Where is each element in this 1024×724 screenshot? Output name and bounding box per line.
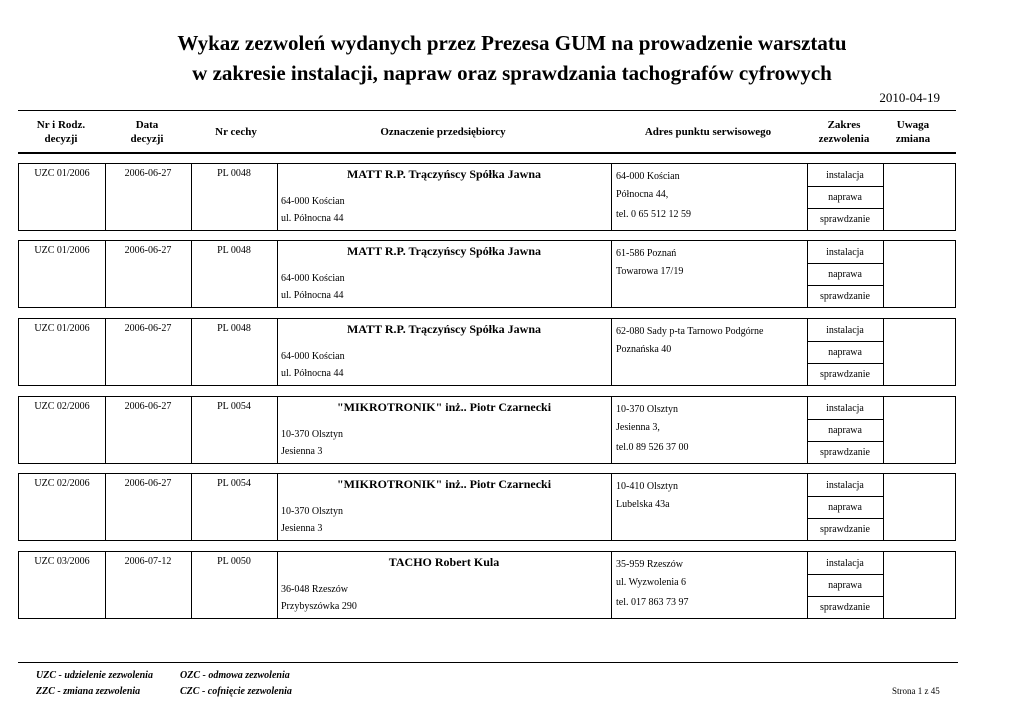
scope-naprawa: naprawa — [807, 341, 883, 364]
service-address-city: 10-410 Olsztyn — [616, 481, 678, 492]
decision-date: 2006-06-27 — [124, 401, 172, 412]
company-name: "MIKROTRONIK" inż.. Piotr Czarnecki — [336, 477, 552, 491]
document-date: 2010-04-19 — [879, 90, 940, 105]
decision-number: UZC 03/2006 — [34, 556, 90, 567]
company-name: TACHO Robert Kula — [388, 555, 500, 569]
page-number: Strona 1 z 45 — [892, 686, 940, 696]
company-name: MATT R.P. Trączyńscy Spółka Jawna — [346, 167, 542, 181]
footer-rule — [18, 662, 958, 663]
legend-zzc: ZZC - zmiana zezwolenia — [36, 686, 141, 697]
scope-sprawdzanie: sprawdzanie — [820, 523, 870, 535]
decision-date: 2006-07-12 — [124, 556, 172, 567]
decision-date: 2006-06-27 — [124, 245, 172, 256]
scope-instalacja: instalacja — [807, 319, 883, 342]
service-address-street: ul. Wyzwolenia 6 — [616, 577, 687, 588]
scope-sprawdzanie: sprawdzanie — [820, 213, 870, 225]
service-address-city: 62-080 Sady p-ta Tarnowo Podgórne — [616, 326, 764, 337]
header-top-rule — [18, 110, 956, 111]
service-address-city: 61-586 Poznań — [616, 248, 677, 259]
column-header-zakres: Zakres zezwolenia — [818, 119, 870, 145]
service-address-street: Towarowa 17/19 — [616, 266, 684, 277]
service-address-street: Północna 44, — [616, 189, 669, 200]
scope-instalacja: instalacja — [807, 241, 883, 264]
scope-naprawa: naprawa — [807, 496, 883, 519]
scope-naprawa: naprawa — [807, 574, 883, 597]
document-title-line2: w zakresie instalacji, napraw oraz sprawdzania tachografów cyfrowych — [192, 61, 832, 85]
company-name: MATT R.P. Trączyńscy Spółka Jawna — [346, 322, 542, 336]
mark-number: PL 0054 — [217, 478, 251, 489]
service-address-street: Lubelska 43a — [616, 499, 670, 510]
decision-date: 2006-06-27 — [124, 478, 172, 489]
record-row — [18, 396, 956, 464]
scope-sprawdzanie: sprawdzanie — [820, 290, 870, 302]
service-address-city: 35-959 Rzeszów — [616, 559, 683, 570]
service-address-phone: tel.0 89 526 37 00 — [616, 442, 689, 453]
scope-naprawa: naprawa — [807, 263, 883, 286]
scope-sprawdzanie: sprawdzanie — [820, 446, 870, 458]
scope-instalacja: instalacja — [807, 164, 883, 187]
decision-number: UZC 01/2006 — [34, 245, 90, 256]
company-address-city: 10-370 Olsztyn — [281, 506, 343, 517]
decision-number: UZC 02/2006 — [34, 478, 90, 489]
company-address-city: 64-000 Kościan — [281, 196, 345, 207]
legend-czc: CZC - cofnięcie zezwolenia — [180, 686, 292, 697]
legend-uzc: UZC - udzielenie zezwolenia — [36, 670, 153, 681]
company-address-street: Jesienna 3 — [281, 446, 323, 457]
service-address-phone: tel. 0 65 512 12 59 — [616, 209, 691, 220]
company-address-street: ul. Północna 44 — [281, 213, 344, 224]
document-title-line1: Wykaz zezwoleń wydanych przez Prezesa GUM na prowadzenie warsztatu — [177, 31, 847, 55]
column-header-nr: Nr i Rodz. decyzji — [36, 119, 86, 145]
company-name: MATT R.P. Trączyńscy Spółka Jawna — [346, 244, 542, 258]
company-address-city: 64-000 Kościan — [281, 351, 345, 362]
record-row — [18, 318, 956, 386]
service-address-city: 10-370 Olsztyn — [616, 404, 678, 415]
company-name: "MIKROTRONIK" inż.. Piotr Czarnecki — [336, 400, 552, 414]
mark-number: PL 0048 — [217, 323, 251, 334]
column-header-uwaga: Uwaga zmiana — [895, 119, 931, 145]
scope-naprawa: naprawa — [807, 419, 883, 442]
company-address-city: 10-370 Olsztyn — [281, 429, 343, 440]
scope-instalacja: instalacja — [807, 474, 883, 497]
mark-number: PL 0054 — [217, 401, 251, 412]
mark-number: PL 0048 — [217, 245, 251, 256]
column-header-adres: Adres punktu serwisowego — [644, 126, 772, 138]
service-address-phone: tel. 017 863 73 97 — [616, 597, 689, 608]
service-address-street: Jesienna 3, — [616, 422, 660, 433]
record-row — [18, 163, 956, 231]
column-header-date: Data decyzji — [130, 119, 164, 145]
legend-ozc: OZC - odmowa zezwolenia — [180, 670, 290, 681]
column-header-przedsiebiorca: Oznaczenie przedsiębiorcy — [380, 126, 506, 138]
service-address-street: Poznańska 40 — [616, 344, 672, 355]
company-address-street: Jesienna 3 — [281, 523, 323, 534]
mark-number: PL 0048 — [217, 168, 251, 179]
company-address-street: ul. Północna 44 — [281, 290, 344, 301]
decision-number: UZC 02/2006 — [34, 401, 90, 412]
company-address-city: 36-048 Rzeszów — [281, 584, 348, 595]
mark-number: PL 0050 — [217, 556, 251, 567]
record-row — [18, 473, 956, 541]
column-header-cecha: Nr cechy — [215, 126, 257, 138]
decision-number: UZC 01/2006 — [34, 168, 90, 179]
decision-date: 2006-06-27 — [124, 323, 172, 334]
decision-number: UZC 01/2006 — [34, 323, 90, 334]
scope-instalacja: instalacja — [807, 397, 883, 420]
scope-sprawdzanie: sprawdzanie — [820, 368, 870, 380]
scope-instalacja: instalacja — [807, 552, 883, 575]
company-address-street: Przybyszówka 290 — [281, 601, 357, 612]
record-row — [18, 240, 956, 308]
company-address-city: 64-000 Kościan — [281, 273, 345, 284]
service-address-city: 64-000 Kościan — [616, 171, 680, 182]
decision-date: 2006-06-27 — [124, 168, 172, 179]
scope-sprawdzanie: sprawdzanie — [820, 601, 870, 613]
header-bottom-rule — [18, 152, 956, 154]
company-address-street: ul. Północna 44 — [281, 368, 344, 379]
record-row — [18, 551, 956, 619]
scope-naprawa: naprawa — [807, 186, 883, 209]
